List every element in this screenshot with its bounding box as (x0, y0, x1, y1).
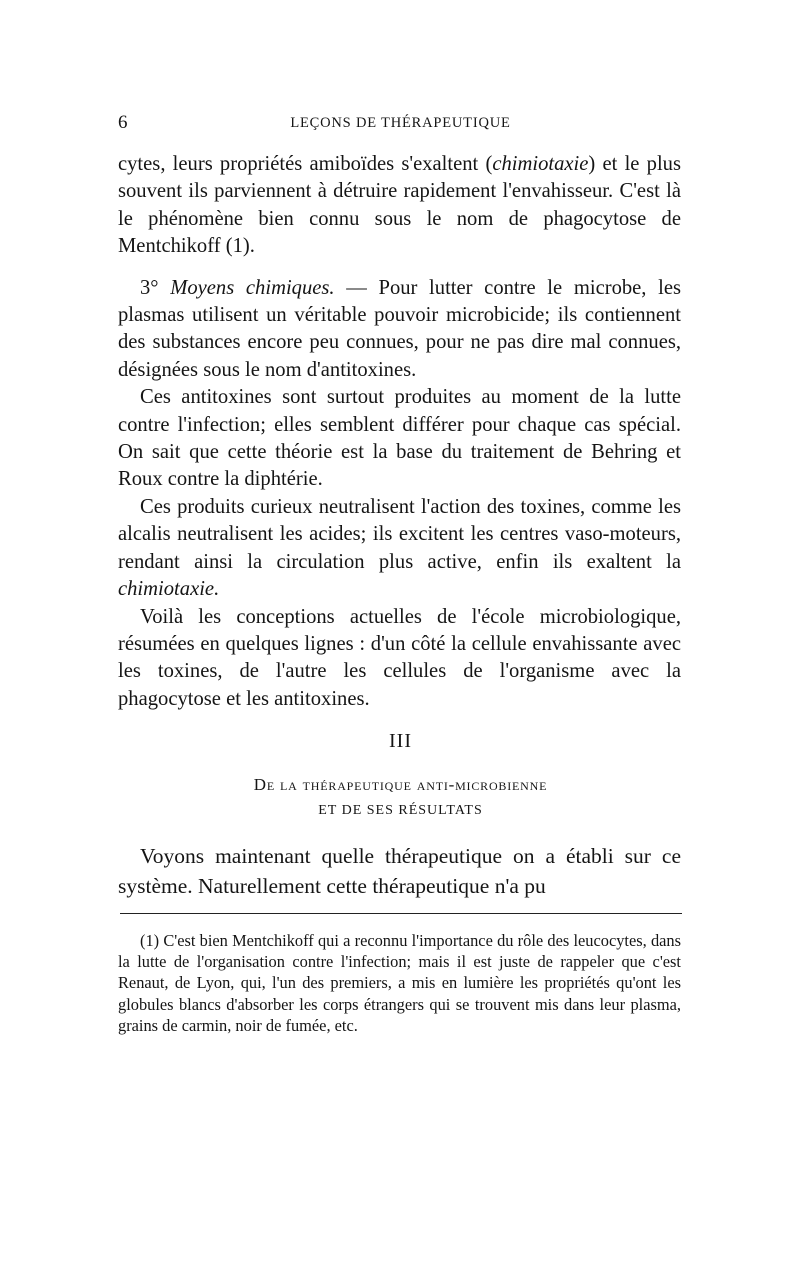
paragraph-section-intro: Voyons maintenant quelle thérapeutique on a établi sur ce système. Naturellement cette thérapeutique n'a pu (118, 844, 681, 898)
footnote-text: (1) C'est bien Mentchikoff qui a reconnu l'importance du rôle des leucocytes, dans la lutte de l'organisation contre l'infection; mais il est juste de rappeler que c'est Renaut, de Lyon, qui, l'un des premiers, a mis en lumière les propriétés qu'ont les globules blancs d'absorber les corps étrangers qui se trouvent mis dans leur plasma, grains de carmin, noir de fumée, etc. (118, 931, 681, 1035)
list-number: 3° (140, 276, 171, 299)
paragraph-products (118, 494, 681, 604)
paragraph-text: cytes, leurs propriétés amiboïdes s'exaltent ( (118, 153, 493, 175)
footnote (118, 930, 681, 1036)
italic-heading: Moyens chimiques. (170, 276, 335, 299)
body-text (118, 151, 681, 713)
italic-term: chimiotaxie. (118, 578, 220, 601)
footnote-rule (120, 913, 682, 914)
section-body (118, 842, 681, 901)
paragraph-text: — Pour lutter contre le microbe, les plasmas utilisent un véritable pouvoir microbicide; ils contiennent des substances encore peu connues, pour ne pas dire mal connues, désignées sous le nom d'antitoxines. (118, 276, 681, 381)
section-title-line-2: ET DE SES RÉSULTATS (318, 803, 483, 818)
paragraph-text: ) et le plus souvent ils parviennent à détruire rapidement l'envahisseur. C'est là le phénomène bien connu sous le nom de phagocytose de Mentchikoff (1). (118, 153, 681, 258)
section-number: III (389, 730, 412, 752)
running-head (118, 112, 683, 136)
running-title: LEÇONS DE THÉRAPEUTIQUE (290, 115, 511, 131)
paragraph-text: Ces produits curieux neutralisent l'action des toxines, comme les alcalis neutralisent les acides; ils excitent les centres vaso-moteurs, rendant ainsi la circulation plus active, enfin ils exaltent la (118, 495, 681, 573)
page-number: 6 (118, 112, 128, 133)
section-title-line-1: De la thérapeutique anti-microbienne (253, 775, 548, 794)
italic-term: chimiotaxie (492, 153, 589, 175)
paragraph-antitoxins: Ces antitoxines sont surtout produites au moment de la lutte contre l'infection; elles semblent différer pour chaque cas spécial. On sait que cette théorie est la base du traitement de Behring et Roux contre la diphtérie. (118, 386, 681, 491)
paragraph-continuation (118, 151, 681, 261)
paragraph-conceptions: Voilà les conceptions actuelles de l'école microbiologique, résumées en quelques lignes : d'un côté la cellule envahissante avec les toxines, de l'autre les cellules de l'organisme avec la phagocytose et les antitoxines. (118, 605, 681, 710)
paragraph-chemical-means (118, 275, 681, 385)
